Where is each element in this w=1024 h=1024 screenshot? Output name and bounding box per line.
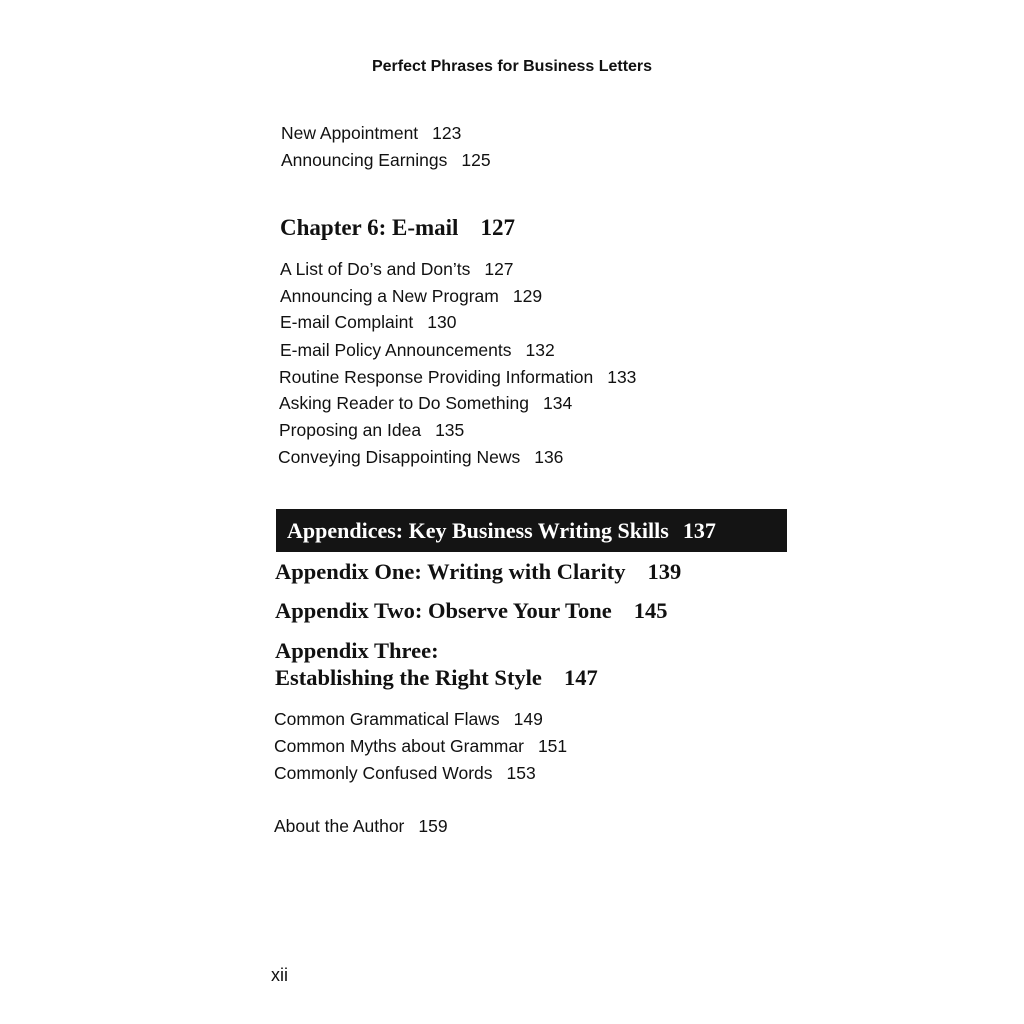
toc-entry-page: 149 — [513, 709, 543, 729]
appendix-two-heading — [275, 600, 668, 623]
appendix-title: Appendix One: Writing with Clarity — [275, 559, 626, 584]
appendix-title: Establishing the Right Style — [275, 665, 542, 690]
toc-entry-title: Proposing an Idea — [279, 420, 422, 440]
appendix-page: 139 — [647, 559, 682, 584]
toc-entry-title: Commonly Confused Words — [274, 763, 493, 783]
running-header: Perfect Phrases for Business Letters — [371, 58, 653, 75]
toc-entry-title: Asking Reader to Do Something — [279, 393, 529, 413]
toc-entry-page: 136 — [534, 447, 564, 467]
toc-entry — [274, 711, 543, 729]
toc-entry-title: New Appointment — [281, 123, 419, 143]
toc-entry-page: 133 — [607, 367, 637, 387]
toc-entry-title: E-mail Policy Announcements — [280, 340, 512, 360]
appendix-three-heading-line1 — [275, 640, 439, 663]
chapter-title: Chapter 6: E-mail — [280, 215, 459, 240]
toc-entry-page: 159 — [418, 816, 448, 836]
toc-entry — [279, 395, 572, 413]
chapter-page: 127 — [480, 215, 515, 240]
toc-entry-title: Conveying Disappointing News — [278, 447, 521, 467]
toc-entry-title: Common Myths about Grammar — [274, 736, 524, 756]
toc-entry-title: Routine Response Providing Information — [279, 367, 594, 387]
appendices-banner — [276, 509, 787, 552]
appendix-title: Appendix Two: Observe Your Tone — [275, 598, 612, 623]
toc-entry-title: A List of Do’s and Don’ts — [280, 259, 471, 279]
toc-entry-page: 127 — [484, 259, 514, 279]
toc-entry-page: 151 — [537, 736, 568, 756]
toc-entry-title: Announcing Earnings — [281, 150, 448, 170]
toc-entry — [280, 288, 542, 306]
page-number: xii — [271, 965, 288, 985]
toc-entry-page: 123 — [432, 123, 462, 143]
toc-entry-title: About the Author — [274, 816, 405, 836]
toc-entry — [280, 261, 514, 279]
appendices-banner-page: 137 — [682, 518, 716, 543]
toc-entry-page: 125 — [461, 150, 491, 170]
toc-entry-page: 135 — [435, 420, 465, 440]
appendix-page: 147 — [563, 665, 598, 690]
toc-entry-page: 130 — [427, 312, 457, 332]
toc-entry — [279, 422, 464, 440]
toc-entry — [274, 738, 567, 756]
toc-entry — [280, 314, 456, 332]
appendix-one-heading — [275, 561, 681, 584]
toc-entry — [274, 765, 536, 783]
appendix-title: Appendix Three: — [275, 638, 439, 663]
toc-entry-page: 134 — [543, 393, 573, 413]
toc-entry — [278, 449, 563, 467]
toc-entry-page: 132 — [525, 340, 555, 360]
toc-entry-title: Common Grammatical Flaws — [274, 709, 500, 729]
chapter-heading — [280, 216, 515, 239]
toc-entry — [280, 342, 555, 360]
toc-entry — [281, 152, 491, 170]
toc-entry-page: 129 — [512, 286, 543, 306]
appendix-three-heading-line2 — [275, 667, 598, 690]
toc-entry — [281, 125, 461, 143]
appendix-page: 145 — [633, 598, 668, 623]
toc-entry-title: Announcing a New Program — [280, 286, 499, 306]
toc-entry-title: E-mail Complaint — [280, 312, 414, 332]
toc-entry-page: 153 — [506, 763, 536, 783]
toc-entry — [279, 369, 636, 387]
appendices-banner-title: Appendices: Key Business Writing Skills — [287, 518, 669, 543]
toc-entry-about-author — [274, 818, 448, 836]
